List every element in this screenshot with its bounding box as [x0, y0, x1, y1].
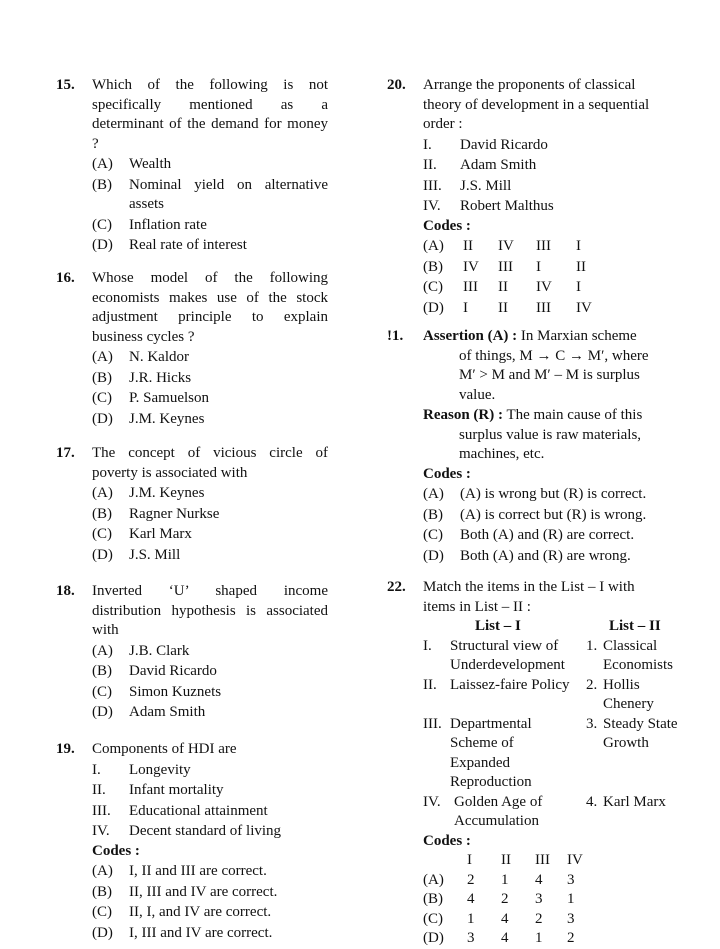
- option-a[interactable]: (A) (A) is wrong but (R) is correct.: [423, 486, 647, 502]
- option-a[interactable]: (A) J.M. Keynes: [92, 485, 205, 501]
- question-18: [56, 582, 328, 723]
- list-headers: [387, 617, 687, 637]
- question-15: [56, 76, 328, 256]
- option-c[interactable]: (C) Both (A) and (R) are correct.: [423, 527, 635, 543]
- option-d[interactable]: (D) Real rate of interest: [92, 237, 247, 253]
- question-21: [387, 327, 663, 566]
- option-a[interactable]: (A) II IV III I: [423, 238, 581, 254]
- option-a[interactable]: (A) I, II and III are correct.: [92, 863, 267, 879]
- list-2-header: List – II: [609, 618, 661, 634]
- option-d[interactable]: (D) Both (A) and (R) are wrong.: [423, 547, 631, 564]
- assertion: Assertion (A) : In Marxian scheme of things, M → C → M′, where M′ > M and M′ – M is surplus value.: [423, 328, 649, 403]
- question-number: !1.: [387, 328, 404, 344]
- list-item: I. Longevity: [92, 761, 191, 778]
- question-stem: Whose model of the following economists makes use of the stock adjustment principle to explain business cycles ?: [92, 270, 328, 345]
- question-20: [387, 76, 663, 318]
- match-row: IV. Golden Age of Accumulation 4. Karl Marx: [423, 793, 666, 829]
- option-c[interactable]: (C) Inflation rate: [92, 216, 207, 233]
- option-c[interactable]: (C) III II IV I: [423, 279, 581, 295]
- list-1-header: List – I: [475, 618, 521, 634]
- question-stem: The concept of vicious circle of poverty is associated with: [92, 445, 328, 481]
- option-a[interactable]: (A) N. Kaldor: [92, 349, 189, 365]
- question-number: 22.: [387, 579, 406, 595]
- option-c[interactable]: (C) Karl Marx: [92, 526, 192, 542]
- list-item: II. Adam Smith: [423, 157, 537, 173]
- codes-label: Codes :: [423, 217, 471, 234]
- question-number: 15.: [56, 77, 75, 93]
- question-stem: Components of HDI are: [92, 741, 237, 757]
- list-item: III. Educational attainment: [92, 802, 268, 819]
- option-c[interactable]: (C) 1 4 2 3: [423, 910, 575, 927]
- option-d[interactable]: (D) J.S. Mill: [92, 546, 181, 563]
- option-b[interactable]: (B) (A) is correct but (R) is wrong.: [423, 506, 647, 523]
- option-b[interactable]: (B) Ragner Nurkse: [92, 505, 220, 522]
- question-number: 20.: [387, 77, 406, 93]
- codes-label: Codes :: [92, 842, 140, 859]
- option-a[interactable]: (A) J.B. Clark: [92, 642, 190, 659]
- question-stem: Which of the following is not specifically mentioned as a determinant of the demand for money ?: [92, 77, 328, 152]
- match-row: II. Laissez-faire Policy 2. Hollis Chenery: [423, 676, 654, 712]
- option-d[interactable]: (D) 3 4 1 2: [423, 930, 575, 946]
- option-d[interactable]: (D) Adam Smith: [92, 704, 206, 720]
- option-c[interactable]: (C) P. Samuelson: [92, 390, 210, 406]
- option-c[interactable]: (C) Simon Kuznets: [92, 683, 222, 700]
- question-stem: Arrange the proponents of classical theory of development in a sequential order :: [423, 77, 650, 132]
- option-b[interactable]: (B) David Ricardo: [92, 663, 217, 679]
- list-item: II. Infant mortality: [92, 782, 224, 798]
- assertion-label: Assertion (A) :: [423, 328, 518, 344]
- list-item: IV. Decent standard of living: [92, 823, 282, 839]
- question-17: [56, 444, 328, 565]
- codes-label: Codes :: [423, 832, 471, 849]
- option-b[interactable]: (B) IV III I II: [423, 258, 586, 275]
- question-22: [387, 578, 687, 949]
- option-a[interactable]: (A) 2 1 4 3: [423, 871, 575, 888]
- option-b[interactable]: (B) II, III and IV are correct.: [92, 883, 278, 900]
- question-stem: Inverted ‘U’ shaped income distribution hypothesis is associated with: [92, 583, 328, 638]
- question-number: 16.: [56, 270, 75, 286]
- question-stem: Match the items in the List – I with items in List – II :: [423, 579, 635, 615]
- question-number: 17.: [56, 445, 75, 461]
- match-row: I. Structural view of Underdevelopment 1. Classical Economists: [423, 637, 673, 673]
- option-b[interactable]: (B) 4 2 3 1: [423, 891, 575, 907]
- option-a[interactable]: (A) Wealth: [92, 156, 172, 172]
- list-item: I. David Ricardo: [423, 136, 548, 153]
- question-number: 19.: [56, 741, 75, 757]
- option-d[interactable]: (D) I II III IV: [423, 299, 592, 316]
- question-19: [56, 740, 328, 943]
- question-16: [56, 269, 328, 429]
- option-b[interactable]: (B) J.R. Hicks: [92, 369, 192, 386]
- list-item: III. J.S. Mill: [423, 177, 512, 194]
- option-b[interactable]: (B) Nominal yield on alternative assets: [92, 176, 328, 212]
- question-number: 18.: [56, 583, 75, 599]
- match-row: III. Departmental Scheme of Expanded Reproduction 3. Steady State Growth: [423, 715, 678, 790]
- option-d[interactable]: (D) I, III and IV are correct.: [92, 924, 273, 941]
- reason: Reason (R) : The main cause of this surplus value is raw materials, machines, etc.: [423, 407, 643, 462]
- codes-label: Codes :: [423, 465, 471, 482]
- codes-header: I II III IV: [467, 852, 583, 868]
- option-d[interactable]: (D) J.M. Keynes: [92, 410, 205, 427]
- option-c[interactable]: (C) II, I, and IV are correct.: [92, 904, 272, 920]
- list-item: IV. Robert Malthus: [423, 198, 554, 214]
- reason-label: Reason (R) :: [423, 407, 503, 423]
